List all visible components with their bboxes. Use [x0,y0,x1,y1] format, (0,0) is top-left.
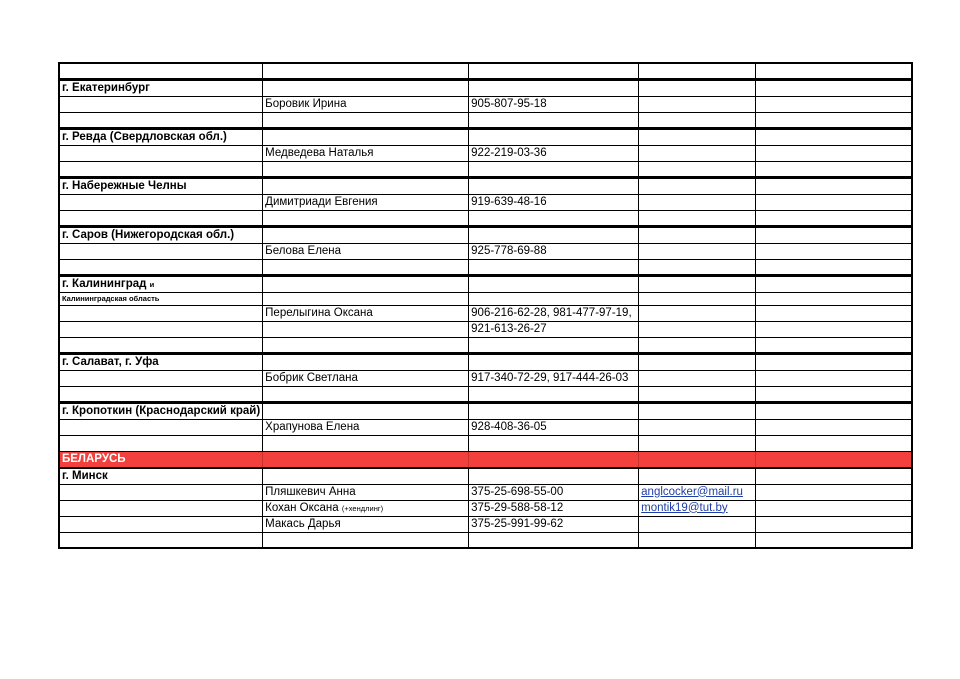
table-row [59,128,912,145]
table-row [59,210,912,226]
contact-phone: 906-216-62-28, 981-477-97-19, [469,305,639,321]
table-row [59,96,912,112]
country-heading: БЕЛАРУСЬ [59,451,263,468]
contact-name: Храпунова Елена [263,419,469,435]
table-row [59,243,912,259]
table-row [59,386,912,402]
table-row [59,226,912,243]
table-row [59,145,912,161]
city-heading-chelny: г. Набережные Челны [59,177,263,194]
contact-phone: 375-29-588-58-12 [469,500,639,516]
table-row [59,353,912,370]
contact-phone-continued: 921-613-26-27 [469,321,639,337]
table-row [59,177,912,194]
table-row [59,468,912,485]
contact-phone: 917-340-72-29, 917-444-26-03 [469,370,639,386]
region-subheading: Калининградская область [59,292,263,305]
table-row [59,275,912,292]
table-row [59,63,912,79]
table-row [59,370,912,386]
contact-phone: 922-219-03-36 [469,145,639,161]
table-row [59,516,912,532]
table-row [59,337,912,353]
contact-phone: 919-639-48-16 [469,194,639,210]
table-row [59,194,912,210]
contact-name-note: (+хендлинг) [341,503,384,513]
table-row [59,259,912,275]
contact-name: Боровик Ирина [263,96,469,112]
contact-name: Пляшкевич Анна [263,484,469,500]
email-link[interactable]: montik19@tut.by [641,501,728,514]
table-row [59,161,912,177]
table-row [59,500,912,516]
city-heading-ekaterinburg: г. Екатеринбург [59,79,263,96]
city-heading-revda: г. Ревда (Свердловская обл.) [59,128,263,145]
contacts-table [58,62,913,549]
contact-name: Димитриади Евгения [263,194,469,210]
table-row [59,402,912,419]
city-heading-salavat: г. Салават, г. Уфа [59,353,263,370]
table-row [59,292,912,305]
table-row [59,435,912,451]
table-row [59,484,912,500]
city-heading-kropotkin: г. Кропоткин (Краснодарский край) [59,402,263,419]
contact-name: Бобрик Светлана [263,370,469,386]
contact-name: Медведева Наталья [263,145,469,161]
contact-name-text: Кохан Оксана [265,501,342,514]
table-row [59,321,912,337]
table-row [59,532,912,548]
city-name: г. Калининград [62,277,147,290]
contact-phone: 375-25-698-55-00 [469,484,639,500]
city-heading-sarov: г. Саров (Нижегородская обл.) [59,226,263,243]
contact-phone: 925-778-69-88 [469,243,639,259]
table-row [59,112,912,128]
email-link[interactable]: anglcocker@mail.ru [641,485,743,498]
table-row [59,79,912,96]
city-heading-minsk: г. Минск [59,468,263,485]
city-note: и [149,279,155,289]
city-heading-kaliningrad [59,275,263,292]
contact-phone: 375-25-991-99-62 [469,516,639,532]
country-section-row [59,451,912,468]
contact-phone: 905-807-95-18 [469,96,639,112]
contact-name: Белова Елена [263,243,469,259]
table-row [59,419,912,435]
contact-name: Макась Дарья [263,516,469,532]
contact-phone: 928-408-36-05 [469,419,639,435]
table-row [59,305,912,321]
contact-name: Перелыгина Оксана [263,305,469,321]
contact-name [263,500,469,516]
